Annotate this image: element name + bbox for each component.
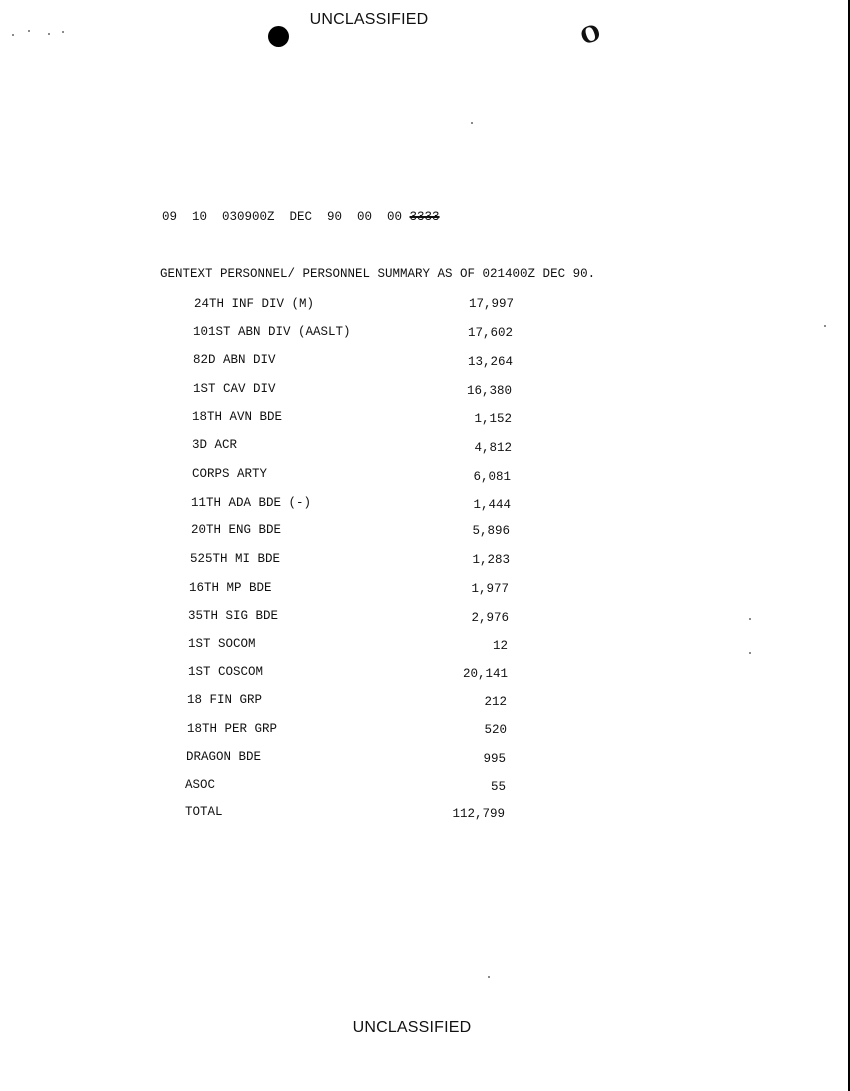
scan-speck (749, 652, 751, 654)
scan-speck (824, 325, 826, 327)
unit-label: 1ST COSCOM (188, 665, 264, 679)
unit-label: 101ST ABN DIV (AASLT) (193, 325, 351, 339)
scan-speck (48, 33, 50, 35)
unit-count: 13,264 (467, 355, 513, 369)
unit-count: 4,812 (474, 441, 512, 455)
gentext-title: GENTEXT PERSONNEL/ PERSONNEL SUMMARY AS OF 021400Z DEC 90. (160, 267, 596, 281)
unit-count: 17,602 (467, 326, 513, 340)
unit-label: DRAGON BDE (186, 750, 262, 764)
scan-speck (12, 34, 14, 36)
unit-count: 1,444 (473, 498, 511, 512)
unit-count: 12 (492, 639, 508, 653)
unit-count: 16,380 (466, 384, 512, 398)
unit-count: 1,977 (471, 582, 509, 596)
unit-label: 18TH PER GRP (187, 722, 278, 736)
unit-count: 212 (484, 695, 507, 709)
unit-count: 55 (490, 780, 506, 794)
unit-label: 35TH SIG BDE (188, 609, 279, 623)
unit-label: 18TH AVN BDE (192, 410, 283, 424)
classification-bottom: UNCLASSIFIED (352, 1019, 472, 1036)
unit-count: 1,152 (474, 412, 512, 426)
total-count: 112,799 (452, 807, 505, 821)
unit-label: 3D ACR (192, 438, 238, 452)
unit-label: 1ST SOCOM (188, 637, 256, 651)
unit-label: CORPS ARTY (192, 467, 268, 481)
unit-label: 82D ABN DIV (193, 353, 276, 367)
unit-count: 17,997 (468, 297, 514, 311)
unit-label: 20TH ENG BDE (191, 523, 282, 537)
unit-label: 11TH ADA BDE (-) (191, 496, 312, 510)
message-header-fields: 09 10 030900Z DEC 90 00 00 (162, 210, 410, 224)
unit-count: 1,283 (472, 553, 510, 567)
punch-hole-mark (268, 26, 289, 47)
scan-speck (62, 31, 64, 33)
message-header-struck: 3333 (409, 210, 440, 224)
unit-count: 520 (484, 723, 507, 737)
unit-label: ASOC (185, 778, 216, 792)
unit-label: 1ST CAV DIV (193, 382, 276, 396)
scan-speck (471, 122, 473, 124)
unit-count: 20,141 (462, 667, 508, 681)
scan-speck (488, 976, 490, 978)
unit-count: 2,976 (471, 611, 509, 625)
unit-label: 18 FIN GRP (187, 693, 263, 707)
classification-top: UNCLASSIFIED (309, 11, 429, 28)
scan-speck (28, 30, 30, 32)
scan-speck (749, 618, 751, 620)
unit-count: 5,896 (472, 524, 510, 538)
unit-count: 995 (483, 752, 506, 766)
total-label: TOTAL (185, 805, 223, 819)
message-header (162, 210, 440, 224)
unit-label: 525TH MI BDE (190, 552, 281, 566)
unit-label: 16TH MP BDE (189, 581, 272, 595)
unit-label: 24TH INF DIV (M) (194, 297, 315, 311)
page-corner-mark: O (577, 19, 605, 51)
unit-count: 6,081 (473, 470, 511, 484)
